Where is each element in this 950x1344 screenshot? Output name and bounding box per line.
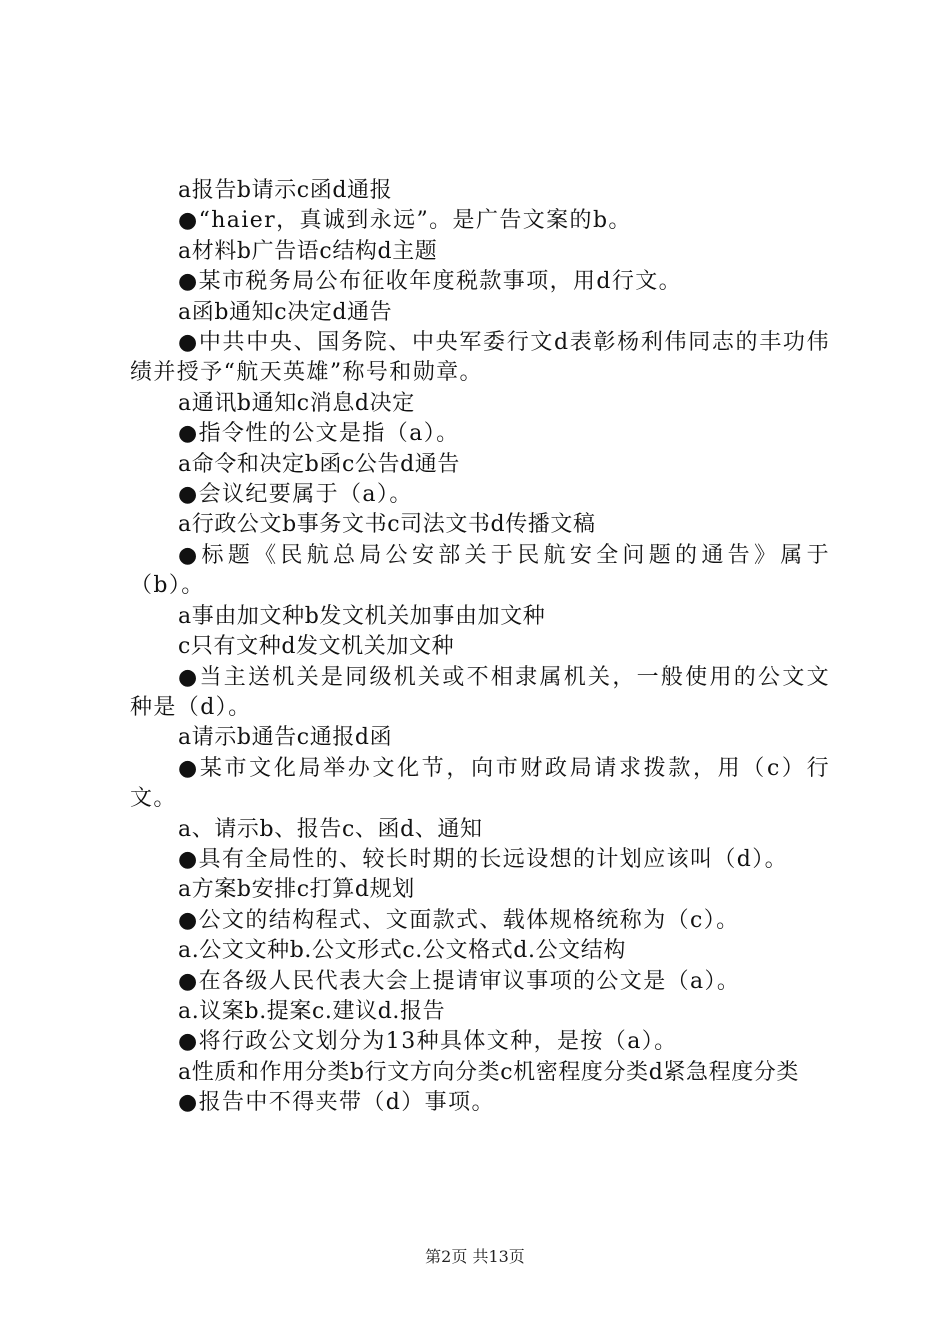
question-text: ●公文的结构程式、文面款式、载体规格统称为（c）。 bbox=[178, 907, 740, 933]
question-text: ●具有全局性的、较长时期的长远设想的计划应该叫（d）。 bbox=[178, 846, 789, 872]
question-text: ●在各级人民代表大会上提请审议事项的公文是（a）。 bbox=[178, 968, 741, 994]
answer-options: a报告b请示c函d通报 bbox=[178, 178, 393, 203]
answer-options: a通讯b通知c消息d决定 bbox=[178, 390, 415, 416]
question-text: ●中共中央、国务院、中央军委行文d表彰杨利伟同志的丰功伟绩并授予“航天英雄”称号和勋章。 bbox=[130, 330, 830, 386]
question-text: ●某市税务局公布征收年度税款事项，用d行文。 bbox=[178, 269, 683, 295]
answer-options: a请示b通告c通报d函 bbox=[178, 725, 393, 751]
answer-options: a行政公文b事务文书c司法文书d传播文稿 bbox=[178, 512, 596, 538]
answer-options: a函b通知c决定d通告 bbox=[178, 299, 393, 325]
question-text: ●某市文化局举办文化节，向市财政局请求拨款，用（c）行文。 bbox=[130, 755, 830, 812]
page-number-footer: 第2页 共13页 bbox=[425, 1247, 525, 1266]
answer-options: c只有文种d发文机关加文种 bbox=[178, 634, 455, 660]
question-text: ●指令性的公文是指（a）。 bbox=[178, 421, 460, 447]
answer-options: a.公文文种b.公文形式c.公文格式d.公文结构 bbox=[178, 938, 626, 964]
question-text: ●将行政公文划分为13种具体文种，是按（a）。 bbox=[178, 1029, 678, 1055]
question-text: ●报告中不得夹带（d）事项。 bbox=[178, 1090, 495, 1116]
answer-options: a.议案b.提案c.建议d.报告 bbox=[178, 998, 446, 1024]
answer-options: a、请示b、报告c、函d、通知 bbox=[178, 816, 483, 842]
answer-options: a材料b广告语c结构d主题 bbox=[178, 238, 438, 264]
answer-options: a方案b安排c打算d规划 bbox=[178, 877, 415, 903]
question-text: ●标题《民航总局公安部关于民航安全问题的通告》属于（b）。 bbox=[130, 542, 830, 599]
answer-options: a性质和作用分类b行文方向分类c机密程度分类d紧急程度分类 bbox=[178, 1059, 800, 1085]
answer-options: a命令和决定b函c公告d通告 bbox=[178, 451, 461, 477]
question-text: ●“haier，真诚到永远”。是广告文案的b。 bbox=[178, 208, 632, 234]
answer-options: a事由加文种b发文机关加事由加文种 bbox=[178, 603, 546, 629]
document-body bbox=[130, 176, 830, 1119]
question-text: ●当主送机关是同级机关或不相隶属机关，一般使用的公文文种是（d）。 bbox=[130, 664, 830, 720]
question-text: ●会议纪要属于（a）。 bbox=[178, 482, 413, 508]
